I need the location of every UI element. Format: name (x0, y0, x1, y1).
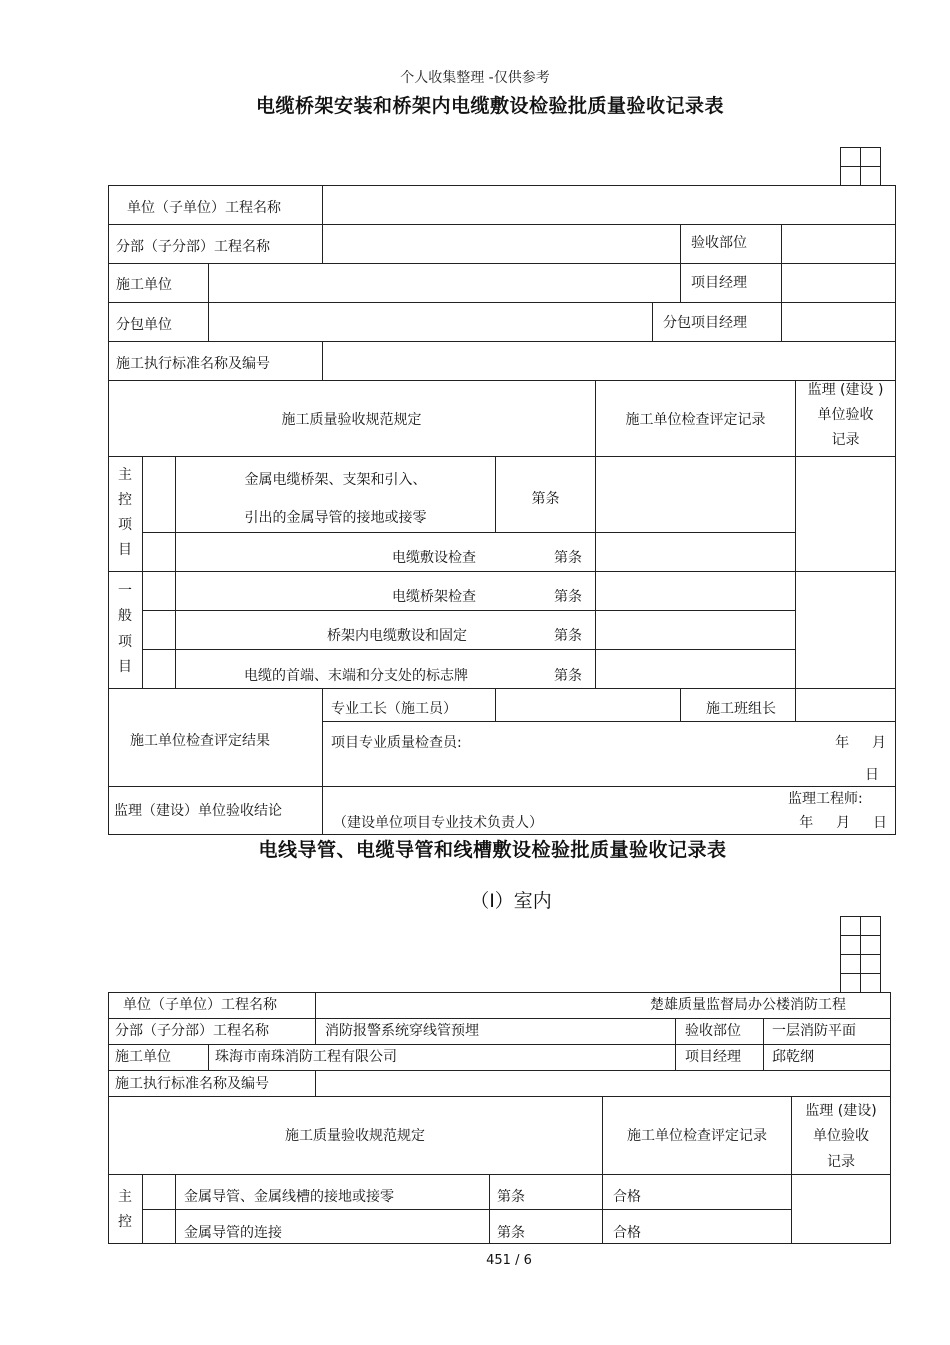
table2-subtitle: （Ⅰ）室内 (470, 890, 552, 912)
t1-general-item-3-clause: 第条 (554, 668, 582, 684)
t2-project-manager-label: 项目经理 (685, 1049, 741, 1065)
t1-result-label: 施工单位检查评定结果 (130, 733, 270, 749)
t1-conclusion-label: 监理（建设）单位验收结论 (114, 803, 282, 819)
t1-general-label-3: 项 (118, 634, 132, 650)
t2-construction-unit-value: 珠海市南珠消防工程有限公司 (215, 1049, 397, 1065)
t1-acceptance-part-label: 验收部位 (691, 235, 747, 251)
t1-general-label-2: 般 (118, 608, 132, 624)
t1-general-item-2-clause: 第条 (554, 628, 582, 644)
t1-supervision-header-3: 记录 (831, 432, 860, 448)
t2-sub-project-label: 分部（子分部）工程名称 (115, 1023, 269, 1039)
t1-main-item-2-clause: 第条 (554, 550, 582, 566)
t1-main-label-3: 项 (118, 517, 132, 533)
t2-unit-project-value: 楚雄质量监督局办公楼消防工程 (650, 997, 846, 1013)
t2-acceptance-part-label: 验收部位 (685, 1023, 741, 1039)
t1-main-item-1-clause: 第条 (531, 491, 560, 507)
table2-title: 电线导管、电缆导管和线槽敷设检验批质量验收记录表 (258, 839, 727, 861)
t1-subcontract-manager-label: 分包项目经理 (663, 315, 747, 331)
t1-date-day: 日 (865, 767, 879, 783)
t1-check-record-header: 施工单位检查评定记录 (625, 412, 766, 428)
t1-standard-label: 施工执行标准名称及编号 (116, 356, 270, 372)
t1-engineer-label: 监理工程师: (788, 791, 863, 807)
t2-standard-label: 施工执行标准名称及编号 (115, 1076, 269, 1092)
t2-main-item-2-result: 合格 (613, 1225, 641, 1241)
t1-general-label-1: 一 (118, 583, 132, 599)
t2-main-item-1: 金属导管、金属线槽的接地或接零 (184, 1189, 394, 1205)
t2-main-item-1-clause: 第条 (497, 1189, 525, 1205)
t1-date-full: 年 月 日 (799, 815, 887, 831)
t1-main-item-1-line1: 金属电缆桥架、支架和引入、 (244, 472, 427, 488)
t1-inspector-label: 项目专业质量检查员: (331, 735, 462, 751)
t1-sub-project-label: 分部（子分部）工程名称 (116, 239, 270, 255)
t1-main-label-1: 主 (118, 467, 132, 483)
page-header-note: 个人收集整理 -仅供参考 (400, 70, 550, 86)
t1-general-item-1-clause: 第条 (554, 589, 582, 605)
t2-supervision-header-2: 单位验收 (813, 1128, 869, 1144)
t1-unit-project-label: 单位（子单位）工程名称 (127, 200, 281, 216)
t1-spec-header: 施工质量验收规范规定 (281, 412, 422, 428)
t2-project-manager-value: 邱乾纲 (772, 1049, 814, 1065)
t2-check-record-header: 施工单位检查评定记录 (627, 1128, 767, 1144)
t2-supervision-header-3: 记录 (827, 1154, 855, 1170)
t1-subcontract-unit-label: 分包单位 (116, 317, 172, 333)
t2-main-label-1: 主 (118, 1189, 132, 1205)
t1-main-item-1-line2: 引出的金属导管的接地或接零 (244, 510, 427, 526)
t2-supervision-header-1: 监理 (建设) (805, 1103, 877, 1119)
t2-main-label-2: 控 (118, 1214, 132, 1230)
t2-spec-header: 施工质量验收规范规定 (285, 1128, 425, 1144)
t2-main-item-1-result: 合格 (613, 1189, 641, 1205)
t1-general-label-4: 目 (118, 659, 132, 675)
t2-sub-project-value: 消防报警系统穿线管预埋 (325, 1023, 479, 1039)
t1-supervision-header-2: 单位验收 (817, 407, 874, 423)
t2-main-item-2-clause: 第条 (497, 1225, 525, 1241)
t1-team-leader-label: 施工班组长 (706, 701, 776, 717)
t1-tech-lead-label: （建设单位项目专业技术负责人） (333, 815, 543, 831)
t1-date-year-month: 年 月 (835, 735, 886, 751)
t1-general-item-3: 电缆的首端、末端和分支处的标志牌 (244, 668, 468, 684)
t1-main-label-2: 控 (118, 492, 132, 508)
t1-general-item-2: 桥架内电缆敷设和固定 (327, 628, 467, 644)
t2-construction-unit-label: 施工单位 (115, 1049, 171, 1065)
t1-general-item-1: 电缆桥架检查 (392, 589, 476, 605)
page-number: 451 / 6 (486, 1253, 532, 1268)
t1-main-label-4: 目 (118, 542, 132, 558)
t2-unit-project-label: 单位（子单位）工程名称 (123, 997, 277, 1013)
t1-project-manager-label: 项目经理 (691, 275, 747, 291)
table1-title: 电缆桥架安装和桥架内电缆敷设检验批质量验收记录表 (255, 95, 724, 117)
t1-construction-unit-label: 施工单位 (116, 277, 172, 293)
t1-main-item-2: 电缆敷设检查 (392, 550, 476, 566)
t1-foreman-label: 专业工长（施工员） (331, 701, 457, 717)
t2-acceptance-part-value: 一层消防平面 (772, 1023, 856, 1039)
t2-main-item-2: 金属导管的连接 (184, 1225, 282, 1241)
t1-supervision-header-1: 监理 (建设 ) (807, 382, 884, 398)
